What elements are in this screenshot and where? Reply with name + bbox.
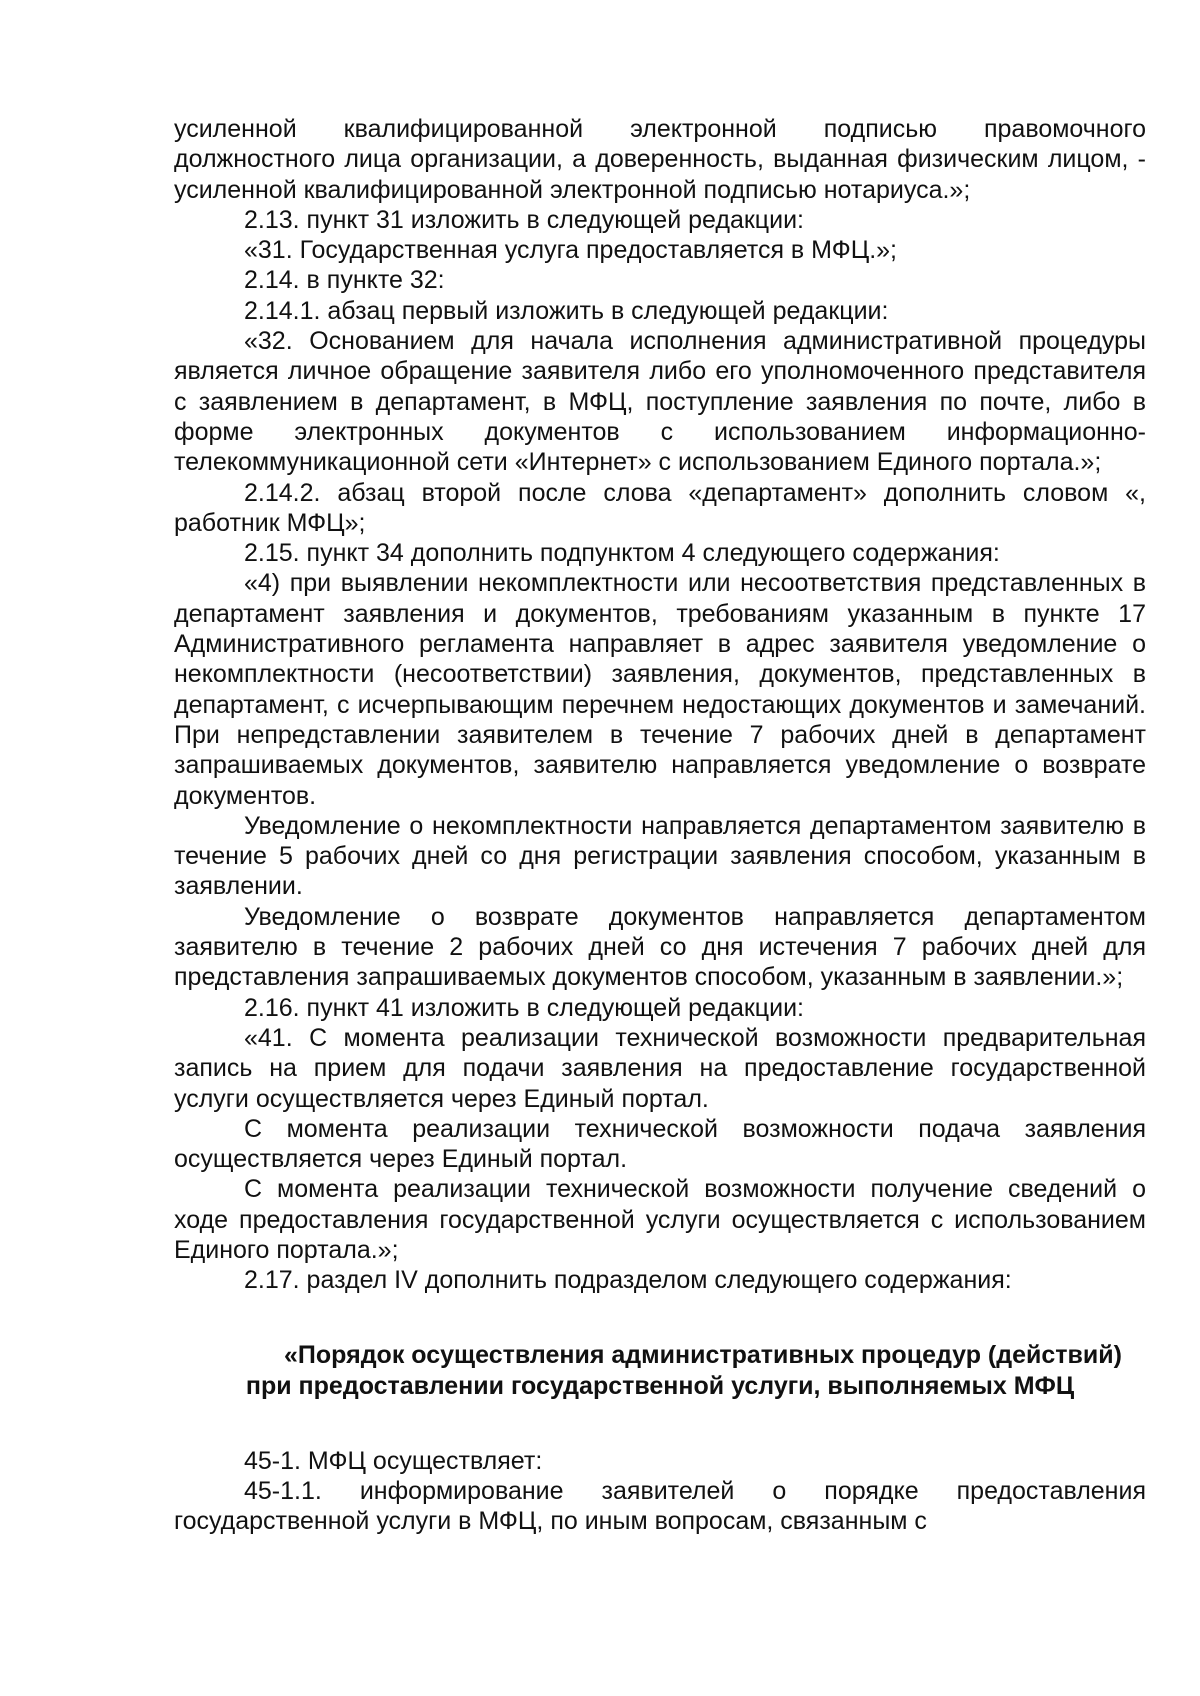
paragraph: 45-1. МФЦ осуществляет:	[244, 1446, 543, 1475]
paragraph: «32. Основанием для начала исполнения административной процедуры является личное обращение заявителя либо его уполномоченного представителя с заявлением в департамент, в МФЦ, поступление заявления по почте, либо в форме электронных документов с использованием информационно-телекоммуникационной сети «Интернет» с использованием Единого портала.»;	[174, 327, 1146, 477]
paragraph: 2.14.1. абзац первый изложить в следующей редакции:	[244, 296, 889, 325]
section-heading-line-1: «Порядок осуществления административных процедур (действий)	[284, 1340, 1122, 1369]
paragraph: усиленной квалифицированной электронной подписью правомочного должностного лица организации, а доверенность, выданная физическим лицом, - усиленной квалифицированной электронной подписью нотариуса.»;	[174, 115, 1146, 204]
paragraph: 2.13. пункт 31 изложить в следующей редакции:	[244, 205, 804, 234]
section-heading-line-2: при предоставлении государственной услуги, выполняемых МФЦ	[245, 1371, 1075, 1400]
paragraph: «4) при выявлении некомплектности или несоответствия представленных в департамент заявления и документов, требованиям указанным в пункте 17 Административного регламента направляет в адрес заявителя уведомление о некомплектности (несоответствии) заявления, документов, представленных в департамент, с исчерпывающим перечнем недостающих документов и замечаний. При непредставлении заявителем в течение 7 рабочих дней в департамент запрашиваемых документов, заявителю направляется уведомление о возврате документов.	[174, 569, 1146, 810]
paragraph: С момента реализации технической возможности получение сведений о ходе предоставления государственной услуги осуществляется с использованием Единого портала.»;	[174, 1175, 1146, 1264]
paragraph: С момента реализации технической возможности подача заявления осуществляется через Единый портал.	[174, 1114, 1146, 1174]
paragraph: 2.17. раздел IV дополнить подразделом следующего содержания:	[244, 1266, 1012, 1295]
paragraph: 2.14. в пункте 32:	[244, 266, 445, 295]
paragraph: Уведомление о возврате документов направляется департаментом заявителю в течение 2 рабочих дней со дня истечения 7 рабочих дней для представления запрашиваемых документов способом, указанным в заявлении.»;	[174, 902, 1146, 992]
paragraphs-before-heading	[174, 114, 1146, 1296]
paragraph: «31. Государственная услуга предоставляется в МФЦ.»;	[244, 236, 898, 265]
paragraph: 2.14.2. абзац второй после слова «департамент» дополнить словом «, работник МФЦ»;	[174, 478, 1146, 537]
paragraph: «41. С момента реализации технической возможности предварительная запись на прием для подачи заявления на предоставление государственной услуги осуществляется через Единый портал.	[174, 1023, 1146, 1113]
paragraph: 2.16. пункт 41 изложить в следующей редакции:	[244, 993, 804, 1022]
paragraph: 45-1.1. информирование заявителей о порядке предоставления государственной услуги в МФЦ, по иным вопросам, связанным с	[174, 1476, 1146, 1536]
paragraphs-after-heading	[174, 1446, 1146, 1537]
paragraph: Уведомление о некомплектности направляется департаментом заявителю в течение 5 рабочих дней со дня регистрации заявления способом, указанным в заявлении.	[174, 811, 1146, 901]
section-heading	[174, 1340, 1146, 1402]
paragraph: 2.15. пункт 34 дополнить подпунктом 4 следующего содержания:	[244, 539, 1000, 568]
document-page	[174, 114, 1146, 1536]
